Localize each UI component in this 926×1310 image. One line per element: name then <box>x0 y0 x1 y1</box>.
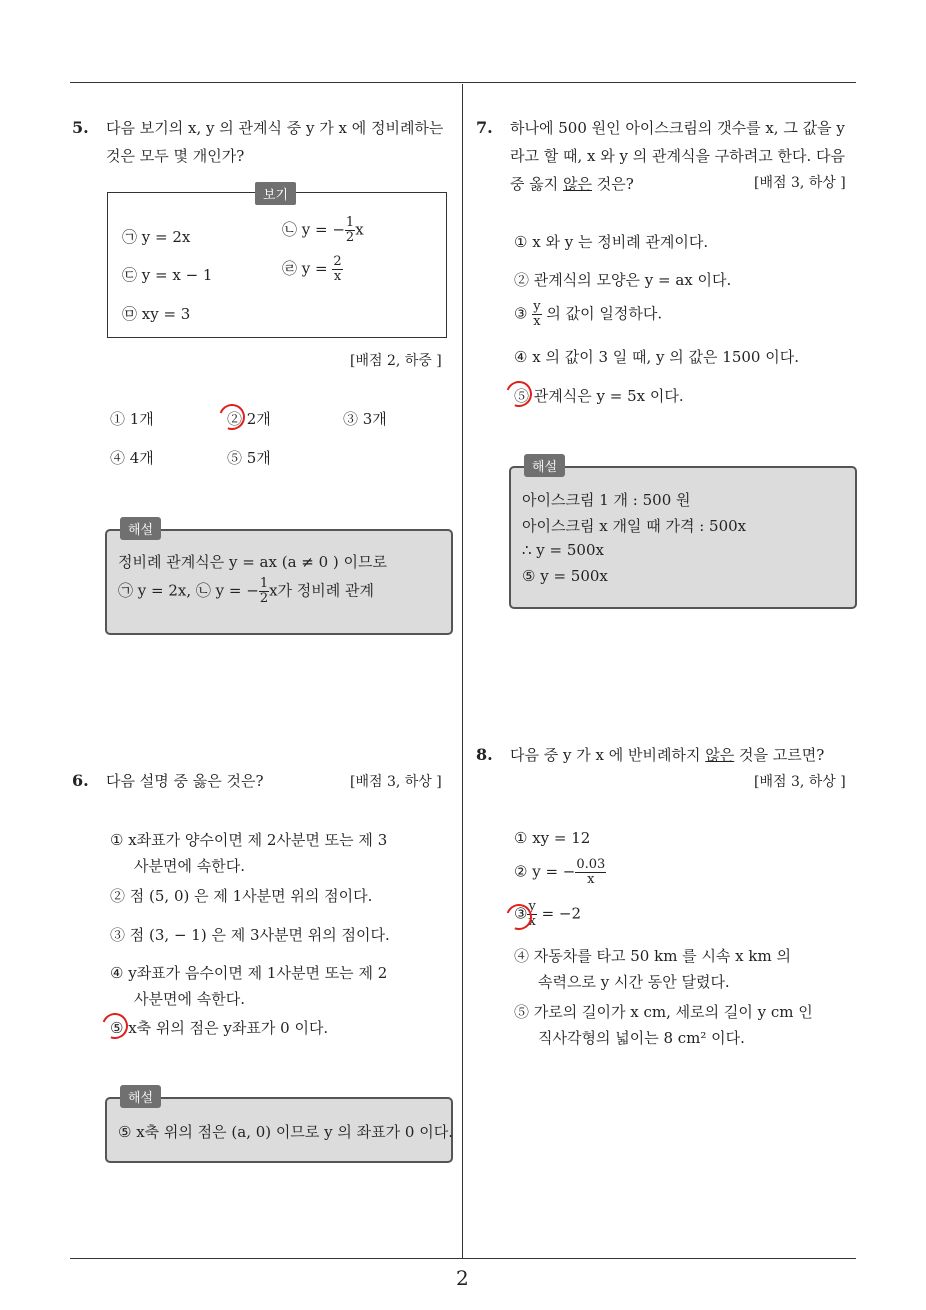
q8-option-1[interactable]: ① xy = 12 <box>514 829 591 847</box>
q8-score: [배점 3, 하상 ] <box>754 774 846 790</box>
q5-option-4[interactable]: ④ 4개 <box>110 449 154 467</box>
bogi-label: 보기 <box>255 182 296 205</box>
q5-solution-line1: 정비례 관계식은 y = ax (a ≠ 0 ) 이므로 <box>118 553 388 571</box>
q7-option-1[interactable]: ① x 와 y 는 정비례 관계이다. <box>514 233 709 251</box>
q8-number: 8. <box>476 745 493 764</box>
q8-option-5[interactable]: ⑤ 가로의 길이가 x cm, 세로의 길이 y cm 인 <box>514 1003 813 1021</box>
q7-solution-line2: 아이스크림 x 개일 때 가격 : 500x <box>522 517 747 535</box>
q6-option-4[interactable]: ④ y좌표가 음수이면 제 1사분면 또는 제 2 <box>110 964 388 982</box>
q7-answer-mark <box>502 377 537 412</box>
bogi-item-d: ㉣ y = $\frac{2}{x}$ <box>282 254 342 284</box>
q5-answer-mark <box>215 400 250 435</box>
bottom-rule <box>70 1258 856 1259</box>
q7-option-5[interactable]: ⑤ 관계식은 y = 5x 이다. <box>514 387 684 405</box>
q5-option-5[interactable]: ⑤ 5개 <box>227 449 271 467</box>
q7-number: 7. <box>476 118 493 137</box>
q5-option-2[interactable]: ② 2개 <box>227 410 271 428</box>
q6-solution-label: 해설 <box>120 1085 161 1108</box>
q5-solution-line2: ㉠ y = 2x, ㉡ y = − $\frac{1}{2}$ x가 정비례 관계 <box>118 576 375 606</box>
q5-text-line1: 다음 보기의 x, y 의 관계식 중 y 가 x 에 정비례하는 <box>106 119 444 137</box>
bogi-item-b: ㉡ y = − $\frac{1}{2}$ x <box>282 215 364 245</box>
q5-solution-label: 해설 <box>120 517 161 540</box>
q5-option-3[interactable]: ③ 3개 <box>343 410 387 428</box>
q6-number: 6. <box>72 771 89 790</box>
column-divider <box>462 84 463 1259</box>
page-number: 2 <box>456 1266 469 1290</box>
q7-text-line1: 하나에 500 원인 아이스크림의 갯수를 x, 그 값을 y <box>510 119 845 137</box>
q6-score: [배점 3, 하상 ] <box>350 774 442 790</box>
q7-text-line3: 중 옳지 않은 것은? <box>510 175 634 193</box>
q7-solution-line3: ∴ y = 500x <box>522 541 604 559</box>
q6-text: 다음 설명 중 옳은 것은? <box>106 772 264 790</box>
q7-score: [배점 3, 하상 ] <box>754 175 846 191</box>
q8-option-5-cont: 직사각형의 넓이는 8 cm² 이다. <box>538 1029 745 1047</box>
q5-option-1[interactable]: ① 1개 <box>110 410 154 428</box>
top-rule <box>70 82 856 83</box>
q8-text: 다음 중 y 가 x 에 반비례하지 않은 것을 고르면? <box>510 746 825 764</box>
q5-text-line2: 것은 모두 몇 개인가? <box>106 147 245 165</box>
q5-score: [배점 2, 하중 ] <box>350 353 442 369</box>
q8-option-3[interactable]: ③ $\frac{y}{x}$ = −2 <box>514 899 582 929</box>
q8-option-4-cont: 속력으로 y 시간 동안 달렸다. <box>538 973 730 991</box>
q8-option-4[interactable]: ④ 자동차를 타고 50 km 를 시속 x km 의 <box>514 947 791 965</box>
q7-solution-line4: ⑤ y = 500x <box>522 567 608 585</box>
q7-text-line2: 라고 할 때, x 와 y 의 관계식을 구하려고 한다. 다음 <box>510 147 845 165</box>
q6-option-5[interactable]: ⑤ x축 위의 점은 y좌표가 0 이다. <box>110 1019 329 1037</box>
q7-solution-label: 해설 <box>524 454 565 477</box>
q6-option-2[interactable]: ② 점 (5, 0) 은 제 1사분면 위의 점이다. <box>110 887 373 905</box>
q6-option-1-cont: 사분면에 속한다. <box>134 857 245 875</box>
q7-option-2[interactable]: ② 관계식의 모양은 y = ax 이다. <box>514 271 732 289</box>
bogi-item-e: ㉤ xy = 3 <box>122 305 191 323</box>
q6-answer-mark <box>98 1009 133 1044</box>
q7-option-3[interactable]: ③ $\frac{y}{x}$ 의 값이 일정하다. <box>514 299 663 329</box>
q5-number: 5. <box>72 118 89 137</box>
bogi-item-c: ㉢ y = x − 1 <box>122 266 213 284</box>
q6-option-4-cont: 사분면에 속한다. <box>134 990 245 1008</box>
q7-solution-box <box>509 466 857 609</box>
bogi-item-a: ㉠ y = 2x <box>122 228 191 246</box>
q6-solution-line1: ⑤ x축 위의 점은 (a, 0) 이므로 y 의 좌표가 0 이다. <box>118 1123 453 1141</box>
q6-option-1[interactable]: ① x좌표가 양수이면 제 2사분면 또는 제 3 <box>110 831 388 849</box>
q8-option-2[interactable]: ② y = − $\frac{0.03}{x}$ <box>514 857 606 887</box>
q7-solution-line1: 아이스크림 1 개 : 500 원 <box>522 491 691 509</box>
q6-option-3[interactable]: ③ 점 (3, − 1) 은 제 3사분면 위의 점이다. <box>110 926 390 944</box>
q7-option-4[interactable]: ④ x 의 값이 3 일 때, y 의 값은 1500 이다. <box>514 348 799 366</box>
